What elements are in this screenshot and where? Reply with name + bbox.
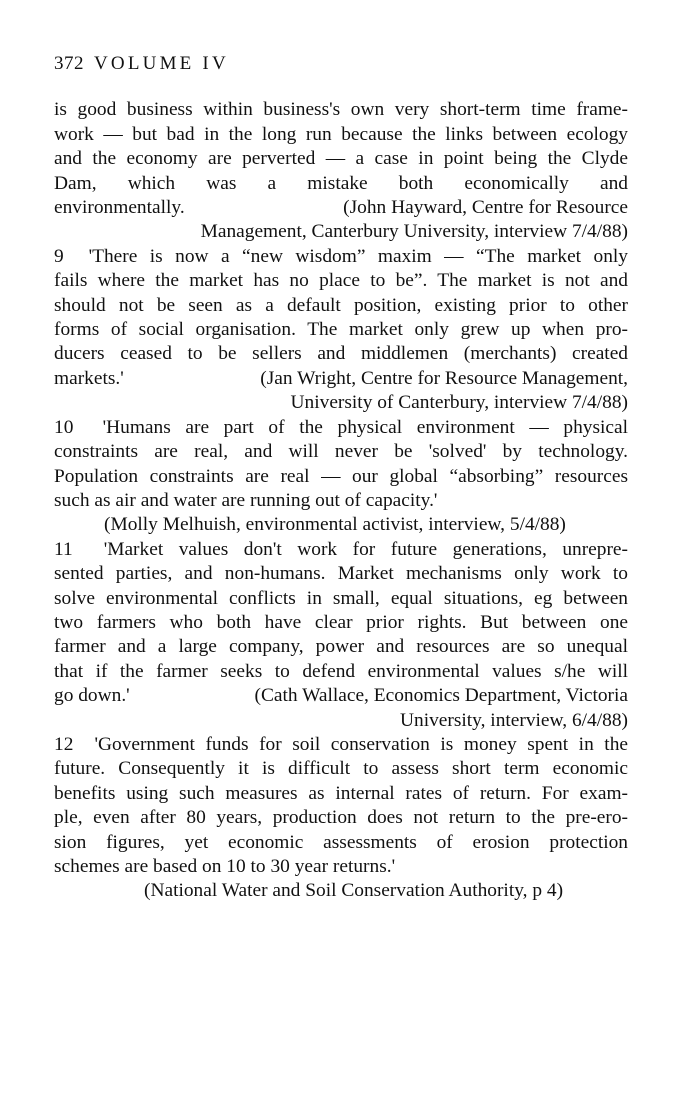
text-line: markets.' xyxy=(54,367,124,389)
text-line: go down.' xyxy=(54,685,130,707)
text-line xyxy=(54,733,628,757)
text-line: sented parties, and non-humans. Market mechanisms only work to xyxy=(54,563,628,585)
text-line-content: 'Market values don't work for future generations, unrepre- xyxy=(103,538,628,560)
text-line: future. Consequently it is difficult to assess short term economic xyxy=(54,758,628,780)
text-line: farmer and a large company, power and resources are so unequal xyxy=(54,636,628,658)
citation-continued: Management, Canterbury University, interview 7/4/88) xyxy=(200,221,628,243)
quote-entry xyxy=(54,733,628,904)
quote-entry xyxy=(54,98,628,244)
text-line-with-citation xyxy=(54,196,628,220)
running-title: VOLUME IV xyxy=(94,53,229,74)
quote-entry xyxy=(54,416,628,538)
text-line: work — but bad in the long run because the links between ecology xyxy=(54,123,628,145)
text-line: Population constraints are real — our global “absorbing” resources xyxy=(54,465,628,487)
text-line: Dam, which was a mistake both economically and xyxy=(54,172,628,194)
text-line-content: 'There is now a “new wisdom” maxim — “The market only xyxy=(88,245,628,267)
quote-entry xyxy=(54,538,628,733)
citation-continued: University, interview, 6/4/88) xyxy=(400,709,628,731)
text-line: fails where the market has no place to be”. The market is not and xyxy=(54,270,628,292)
text-line: is good business within business's own very short-term time frame- xyxy=(54,99,628,121)
entry-number: 9 xyxy=(54,245,64,267)
page xyxy=(54,52,628,904)
text-line-content: 'Government funds for soil conservation is money spent in the xyxy=(94,733,628,755)
citation: (Cath Wallace, Economics Department, Victoria xyxy=(254,685,628,707)
text-line: that if the farmer seeks to defend environmental values s/he will xyxy=(54,660,628,682)
text-line: ple, even after 80 years, production does not return to the pre-ero- xyxy=(54,807,628,829)
text-line: two farmers who both have clear prior rights. But between one xyxy=(54,611,628,633)
citation: (Jan Wright, Centre for Resource Management, xyxy=(260,367,628,389)
text-line: and the economy are perverted — a case in point being the Clyde xyxy=(54,148,628,170)
text-line-with-citation xyxy=(54,684,628,708)
text-line: forms of social organisation. The market only grew up when pro- xyxy=(54,319,628,341)
text-line: should not be seen as a default position, existing prior to other xyxy=(54,294,628,316)
citation: (John Hayward, Centre for Resource xyxy=(343,197,628,219)
entry-number: 12 xyxy=(54,733,74,755)
text-line-with-citation xyxy=(54,367,628,391)
entry-number: 10 xyxy=(54,416,74,438)
citation-continued: University of Canterbury, interview 7/4/88) xyxy=(290,392,628,414)
text-line xyxy=(54,416,628,440)
citation: (Molly Melhuish, environmental activist, interview, 5/4/88) xyxy=(104,514,566,536)
quote-entry xyxy=(54,245,628,416)
text-line: environmentally. xyxy=(54,197,185,219)
text-line: ducers ceased to be sellers and middlemen (merchants) created xyxy=(54,343,628,365)
entry-number: 11 xyxy=(54,538,73,560)
text-line: such as air and water are running out of capacity.' xyxy=(54,489,438,511)
citation: (National Water and Soil Conservation Authority, p 4) xyxy=(144,880,564,902)
text-line-content: 'Humans are part of the physical environment — physical xyxy=(102,416,628,438)
text-line: schemes are based on 10 to 30 year returns.' xyxy=(54,856,396,877)
text-line: sion figures, yet economic assessments of erosion protection xyxy=(54,831,628,853)
text-line: constraints are real, and will never be 'solved' by technology. xyxy=(54,441,628,463)
running-header xyxy=(54,52,628,76)
text-line: benefits using such measures as internal rates of return. For exam- xyxy=(54,782,628,804)
text-line: solve environmental conflicts in small, equal situations, eg between xyxy=(54,587,628,609)
text-line xyxy=(54,538,628,562)
page-number: 372 xyxy=(54,53,84,74)
text-line xyxy=(54,245,628,269)
